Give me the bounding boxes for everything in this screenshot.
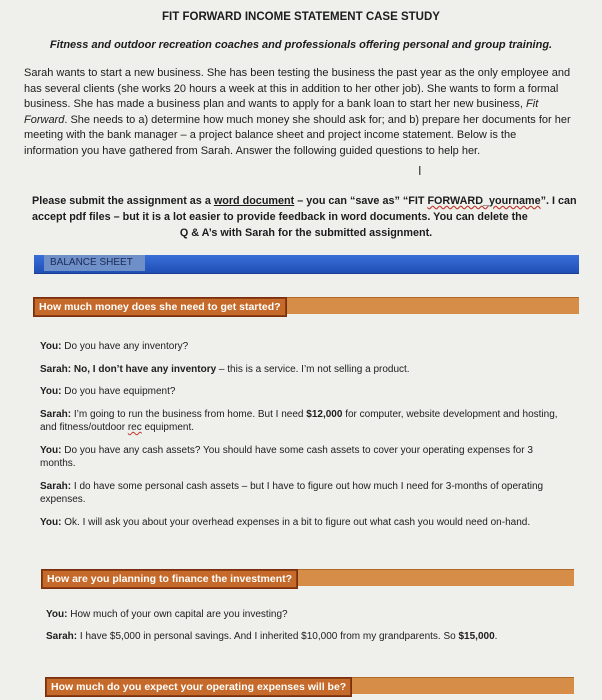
balance-sheet-bar (34, 255, 579, 274)
business-name: Fit Forward (24, 98, 539, 126)
section-finance (42, 569, 574, 586)
section-finance-label: How are you planning to finance the investment? (42, 570, 297, 588)
submit-text-a: Please submit the assignment as a (32, 195, 214, 207)
qa-line: You: Do you have equipment? (40, 386, 176, 397)
section-start-money-label: How much money does she need to get started? (34, 298, 286, 316)
qa-line: Sarah: I do have some personal cash assets – but I have to figure out how much I need for 3-months of operating expenses. (40, 480, 544, 505)
qa-line: Sarah: No, I don’t have any inventory – this is a service. I’m not selling a product. (40, 363, 410, 375)
intro-text-1: Sarah wants to start a new business. She has been testing the business the past year as the only employee and has several clients (she works 20 hours a week at this in addition to her other job). She wants to form a formal business. She has made a business plan and wants to apply for a bank loan to start her new business, (24, 67, 571, 110)
section-operating-expenses (46, 677, 574, 694)
qa-block-1 (40, 340, 570, 529)
qa-line: You: Ok. I will ask you about your overhead expenses in a bit to figure out what cash you would need on-hand. (40, 516, 531, 528)
text-cursor-icon: I (418, 164, 422, 178)
submit-filename: FORWARD_yourname (427, 195, 541, 207)
document-title: FIT FORWARD INCOME STATEMENT CASE STUDY (162, 11, 440, 23)
submit-text-c: ”. I can accept pdf files – but it is a lot easier to provide feedback in word documents. You can delete the (32, 195, 577, 223)
qa-line: You: Do you have any inventory? (40, 341, 189, 352)
qa-block-2 (46, 608, 576, 643)
intro-paragraph (24, 66, 572, 159)
document-subtitle: Fitness and outdoor recreation coaches and professionals offering personal and group training. (49, 39, 553, 51)
intro-text-2: . She needs to a) determine how much money she should ask for; and b) prepare her documents for her meeting with the bank manager – a project balance sheet and project income statement. Below is the information you have gathered from Sarah. Answer the following guided questions to help her. (24, 113, 571, 157)
section-operating-expenses-label: How much do you expect your operating expenses will be? (46, 678, 351, 696)
section-start-money (34, 297, 579, 314)
submit-text-b: – you can “save as” “FIT (294, 195, 428, 207)
qa-line: You: How much of your own capital are you investing? (46, 609, 288, 620)
qa-line: Sarah: I have $5,000 in personal savings. And I inherited $10,000 from my grandparents. So $15,000. (46, 630, 498, 642)
balance-sheet-label: BALANCE SHEET (44, 255, 145, 271)
submit-text-d: Q & A’s with Sarah for the submitted assignment. (179, 227, 433, 239)
qa-line: You: Do you have any cash assets? You should have some cash assets to cover your operating expenses for 3 months. (40, 444, 533, 469)
submit-word-doc: word document (213, 195, 295, 207)
submission-instructions (32, 193, 580, 241)
qa-line: Sarah: I’m going to run the business from home. But I need $12,000 for computer, website development and hosting, and fitness/outdoor rec equipment. (40, 408, 558, 433)
